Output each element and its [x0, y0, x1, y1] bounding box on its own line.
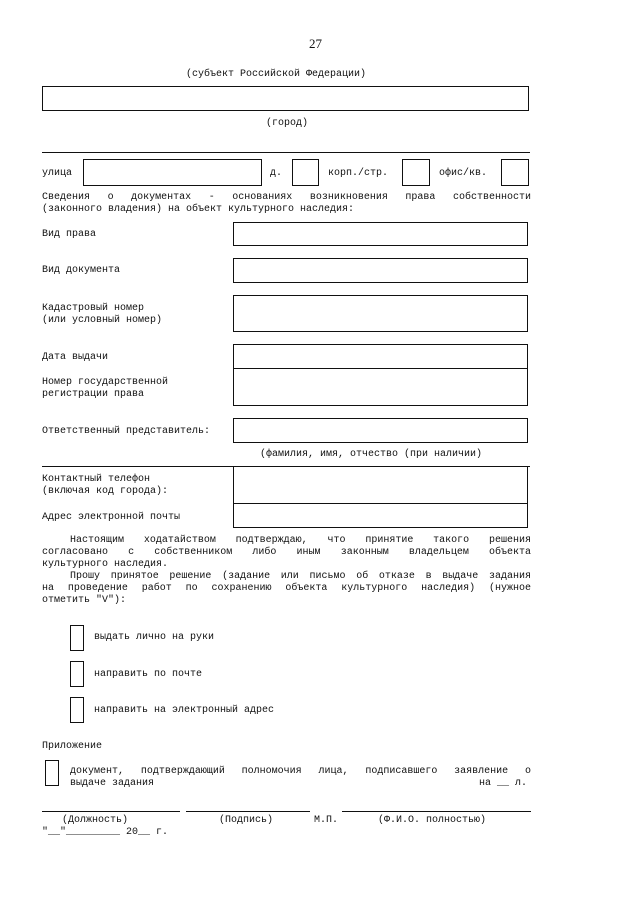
confirm-line3: культурного наследия.	[42, 559, 169, 570]
signature-date: "__"_________ 20__ г.	[42, 827, 169, 838]
position-line	[42, 811, 180, 812]
phone-field[interactable]	[233, 466, 528, 504]
attachment-title: Приложение	[42, 741, 103, 752]
house-label: д.	[270, 168, 283, 179]
signature-line	[186, 811, 310, 812]
doc-type-field[interactable]	[233, 258, 528, 283]
position-caption: (Должность)	[62, 815, 129, 826]
representative-field[interactable]	[233, 418, 528, 443]
stamp-caption: М.П.	[314, 815, 339, 826]
reg-number-label-line1: Номер государственной	[42, 377, 169, 388]
office-field[interactable]	[501, 159, 529, 186]
signature-caption: (Подпись)	[219, 815, 274, 826]
cadastral-label-line2: (или условный номер)	[42, 315, 163, 326]
email-field[interactable]	[233, 503, 528, 528]
fio-full-caption: (Ф.И.О. полностью)	[378, 815, 487, 826]
city-caption: (город)	[266, 118, 309, 129]
confirm-line2: согласовано с собственником либо иным законным владельцем объекта	[42, 547, 531, 558]
cadastral-field[interactable]	[233, 295, 528, 332]
street-label: улица	[42, 168, 73, 179]
attachment-checkbox[interactable]	[45, 760, 59, 786]
request-line1: Прошу принятое решение (задание или письмо об отказе в выдаче задания	[70, 571, 531, 582]
region-caption: (субъект Российской Федерации)	[186, 69, 367, 80]
house-field[interactable]	[292, 159, 319, 186]
right-type-field[interactable]	[233, 222, 528, 246]
request-line2: на проведение работ по сохранению объекта культурного наследия) (нужное	[42, 583, 531, 594]
building-label: корп./стр.	[328, 168, 389, 179]
office-label: офис/кв.	[439, 168, 488, 179]
right-type-label: Вид права	[42, 229, 97, 240]
building-field[interactable]	[402, 159, 430, 186]
confirm-line1: Настоящим ходатайством подтверждаю, что принятие такого решения	[70, 535, 531, 546]
city-field[interactable]	[42, 86, 529, 111]
attachment-pages: на __ л.	[479, 778, 528, 789]
phone-label-line2: (включая код города):	[42, 486, 169, 497]
attachment-line1: документ, подтверждающий полномочия лица, подписавшего заявление о	[70, 766, 531, 777]
request-line3: отметить "V"):	[42, 595, 127, 606]
issue-date-field[interactable]	[233, 344, 528, 369]
fio-caption: (фамилия, имя, отчество (при наличии)	[260, 449, 483, 460]
option-personal-checkbox[interactable]	[70, 625, 84, 651]
reg-number-field[interactable]	[233, 368, 528, 406]
street-field[interactable]	[83, 159, 262, 186]
header-separator	[42, 152, 530, 153]
issue-date-label: Дата выдачи	[42, 352, 109, 363]
option-personal-label: выдать лично на руки	[94, 632, 215, 643]
attachment-line2: выдаче задания	[70, 778, 155, 789]
email-label: Адрес электронной почты	[42, 512, 181, 523]
option-mail-label: направить по почте	[94, 669, 203, 680]
option-email-label: направить на электронный адрес	[94, 705, 275, 716]
doc-type-label: Вид документа	[42, 265, 121, 276]
documents-intro-line2: (законного владения) на объект культурного наследия:	[42, 204, 355, 215]
option-email-checkbox[interactable]	[70, 697, 84, 723]
cadastral-label-line1: Кадастровый номер	[42, 303, 145, 314]
reg-number-label-line2: регистрации права	[42, 389, 145, 400]
option-mail-checkbox[interactable]	[70, 661, 84, 687]
representative-label: Ответственный представитель:	[42, 426, 211, 437]
phone-label-line1: Контактный телефон	[42, 474, 151, 485]
fio-line	[342, 811, 531, 812]
page-number: 27	[309, 36, 322, 51]
documents-intro-line1: Сведения о документах - основаниях возникновения права собственности	[42, 192, 531, 203]
